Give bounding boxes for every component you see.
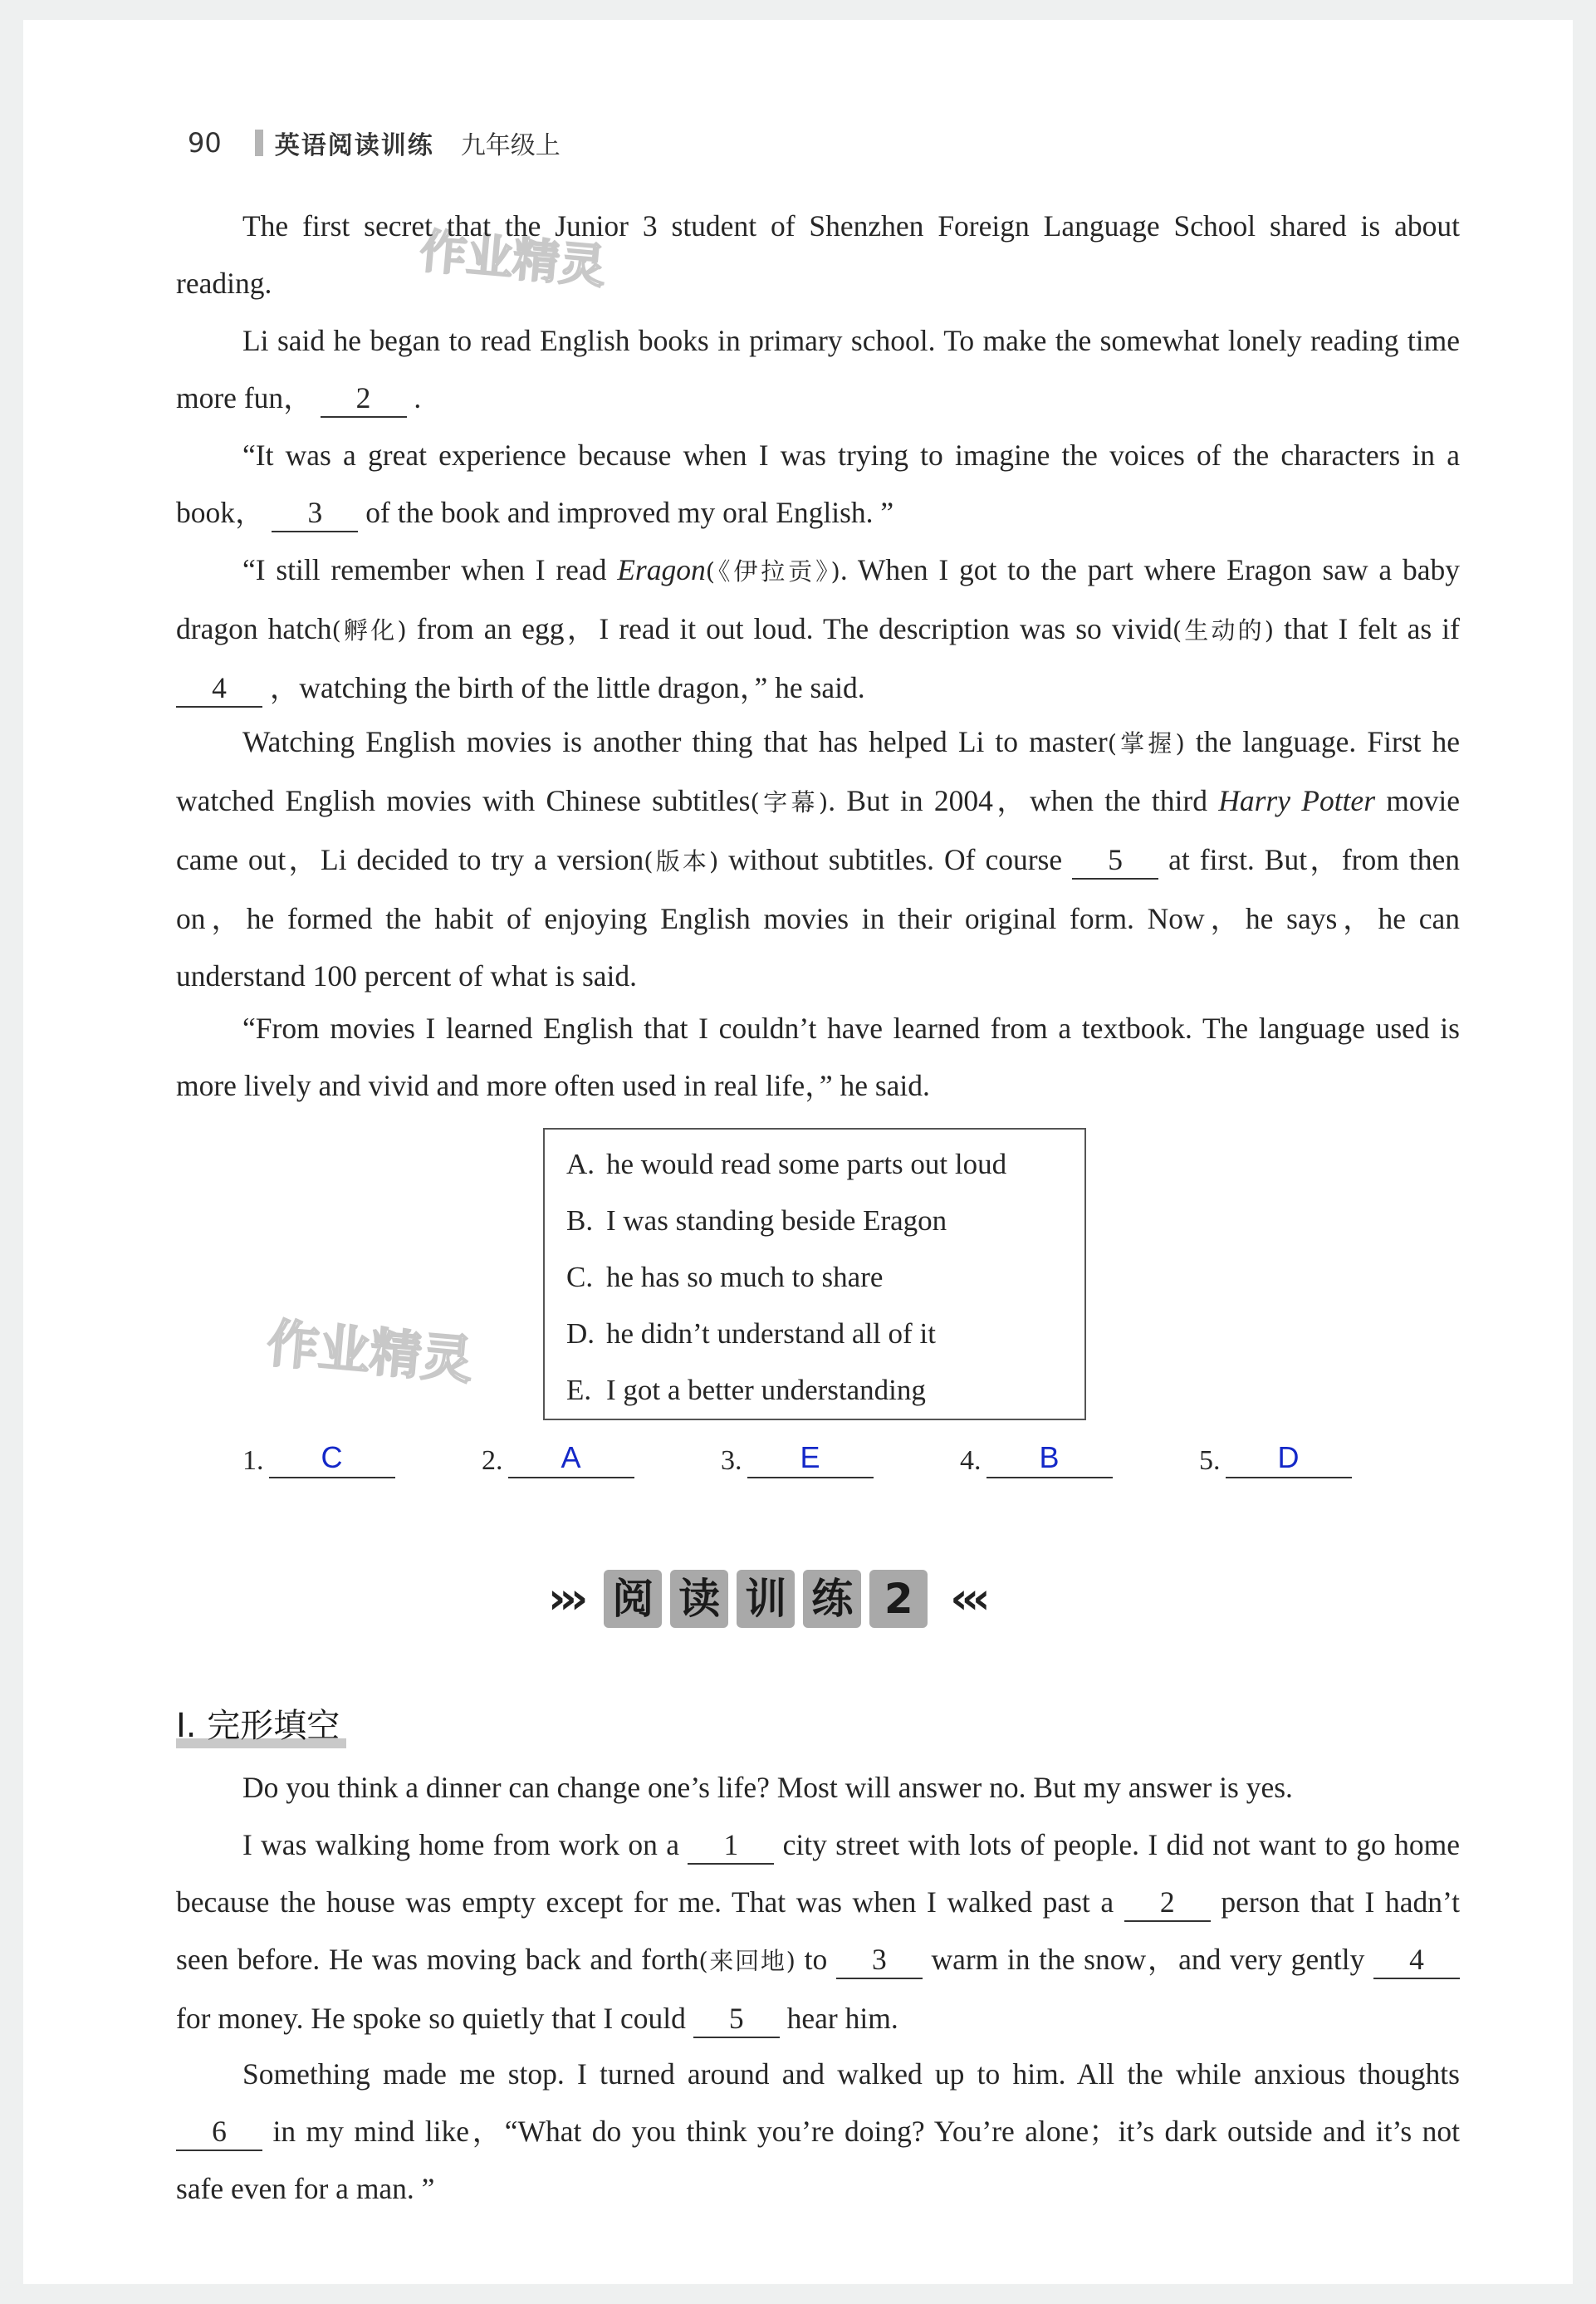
- option-letter: D.: [566, 1317, 595, 1350]
- option-text: I was standing beside Eragon: [606, 1204, 947, 1237]
- answer-number: 5.: [1199, 1445, 1221, 1476]
- answer-number: 3.: [721, 1445, 742, 1476]
- answer-field[interactable]: A: [508, 1439, 634, 1478]
- blank-5[interactable]: 5: [693, 2000, 780, 2038]
- passage1-paragraph-1: The first secret that the Junior 3 student of Shenzhen Foreign Language School shared is about reading.: [176, 209, 1460, 300]
- text-run: Watching English movies is another thing that has helped Li to master: [242, 725, 1108, 758]
- text-run: for money. He spoke so quietly that I could: [176, 2002, 686, 2035]
- answer-row: [242, 1437, 1438, 1477]
- blank-4[interactable]: 4: [1373, 1941, 1460, 1979]
- text-run: at first. But，from then on，he formed the habit of enjoying English movies in their original form. Now，he says，he can understand 100 percent of what is said.: [176, 843, 1460, 993]
- text-run: city street with lots of people. I did not want to go home because the house was empty except for me. That was when I walked past a: [176, 1828, 1461, 1919]
- header-divider: [255, 130, 263, 156]
- options-box: [543, 1128, 1086, 1420]
- watermark-top: 作业精灵: [418, 224, 609, 295]
- answer-field[interactable]: E: [747, 1439, 874, 1478]
- text-run: Something made me stop. I turned around and walked up to him. All the while anxious thoughts: [242, 2057, 1460, 2091]
- chevrons-left-icon: ‹‹‹: [950, 1574, 984, 1624]
- banner-number: 2: [869, 1570, 928, 1628]
- text-run: movie came out，Li decided to try a version: [176, 784, 1461, 876]
- text-run: in my mind like，“What do you think you’re doing? You’re alone；it’s dark outside and it’s not safe even for a man. ”: [176, 2115, 1460, 2205]
- movie-title-harry-potter: Harry Potter: [1218, 784, 1376, 817]
- text-run: hear him.: [786, 2002, 898, 2035]
- blank-2[interactable]: 2: [1124, 1884, 1211, 1922]
- part-heading: I. 完形填空: [176, 1699, 346, 1748]
- grade-label: 九年级上: [460, 131, 561, 160]
- blank-6[interactable]: 6: [176, 2113, 262, 2151]
- text-run: . When I got to the part where Eragon saw a baby dragon hatch: [176, 553, 1460, 645]
- text-run: ，watching the birth of the little dragon，” he said.: [269, 671, 865, 704]
- chevrons-right-icon: ›››: [548, 1574, 582, 1624]
- text-run: without subtitles. Of course: [718, 843, 1063, 876]
- text-run: .: [414, 381, 422, 414]
- text-run: . But in 2004，when the third: [828, 784, 1219, 817]
- passage2-paragraph-3: [176, 2046, 1460, 2218]
- chinese-gloss: (字幕): [750, 788, 829, 816]
- option-letter: A.: [566, 1148, 595, 1180]
- option-c: [566, 1249, 1084, 1306]
- blank-4[interactable]: 4: [176, 669, 262, 708]
- text-run: “I still remember when I read: [242, 553, 618, 586]
- text-run: “It was a great experience because when I was trying to imagine the voices of the characters in a book，: [176, 439, 1460, 529]
- text-run: person that I hadn’t seen before. He was moving back and forth: [176, 1885, 1461, 1976]
- passage1-paragraph-4: [176, 542, 1460, 717]
- option-text: he would read some parts out loud: [606, 1148, 1007, 1180]
- answer-field[interactable]: C: [269, 1439, 395, 1478]
- text-run: from an egg，I read it out loud. The description was so vivid: [406, 612, 1173, 645]
- answer-number: 1.: [242, 1445, 264, 1476]
- text-run: the language. First he watched English movies with Chinese subtitles: [176, 725, 1460, 817]
- answer-field[interactable]: D: [1226, 1439, 1352, 1478]
- answer-field[interactable]: B: [986, 1439, 1113, 1478]
- text-run: to: [795, 1943, 828, 1976]
- answer-item: [242, 1437, 482, 1477]
- passage1-paragraph-5: [176, 713, 1460, 1005]
- option-text: he has so much to share: [606, 1261, 884, 1293]
- option-a: [566, 1136, 1084, 1193]
- banner-char: 练: [803, 1570, 861, 1628]
- passage1-paragraph-6: “From movies I learned English that I couldn’t have learned from a textbook. The language used is more lively and vivid and more often used in real life，” he said.: [176, 1012, 1460, 1102]
- answer-number: 4.: [960, 1445, 982, 1476]
- option-letter: B.: [566, 1204, 594, 1237]
- answer-item: [1199, 1437, 1438, 1477]
- passage2-paragraph-2: [176, 1816, 1460, 2047]
- chinese-gloss: (生动的): [1172, 616, 1275, 645]
- chinese-gloss: (《伊拉贡》): [705, 557, 840, 586]
- text-run: I was walking home from work on a: [242, 1828, 679, 1861]
- page-number: 90: [188, 127, 222, 159]
- option-text: he didn’t understand all of it: [606, 1317, 936, 1350]
- answer-item: [721, 1437, 960, 1477]
- answer-item: [960, 1437, 1199, 1477]
- section-banner: [548, 1570, 984, 1628]
- chinese-gloss: (掌握): [1107, 729, 1185, 757]
- banner-char: 训: [737, 1570, 795, 1628]
- blank-3[interactable]: 3: [272, 494, 358, 532]
- blank-2[interactable]: 2: [321, 380, 407, 418]
- watermark-middle: 作业精灵: [264, 1312, 476, 1391]
- banner-char: 阅: [604, 1570, 662, 1628]
- text-run: Li said he began to read English books in primary school. To make the somewhat lonely reading time more fun，: [176, 324, 1460, 414]
- option-letter: E.: [566, 1374, 592, 1406]
- text-run: warm in the snow，and very gently: [931, 1943, 1365, 1976]
- option-b: [566, 1193, 1084, 1249]
- chinese-gloss: (孵化): [331, 616, 407, 645]
- passage2-paragraph-1: Do you think a dinner can change one’s life? Most will answer no. But my answer is yes.: [242, 1771, 1293, 1804]
- blank-1[interactable]: 1: [688, 1826, 774, 1865]
- book-title-eragon: Eragon: [617, 553, 706, 586]
- passage1-paragraph-2: [176, 312, 1460, 427]
- blank-5[interactable]: 5: [1072, 841, 1158, 880]
- answer-number: 2.: [482, 1445, 503, 1476]
- banner-char: 读: [670, 1570, 728, 1628]
- passage1-paragraph-3: [176, 427, 1460, 542]
- chinese-gloss: (版本): [644, 847, 719, 875]
- chinese-gloss: (来回地): [698, 1947, 796, 1975]
- option-d: [566, 1306, 1084, 1362]
- answer-item: [482, 1437, 721, 1477]
- option-e: [566, 1362, 1084, 1419]
- text-run: of the book and improved my oral English. ”: [365, 496, 894, 529]
- option-text: I got a better understanding: [606, 1374, 926, 1406]
- text-run: that I felt as if: [1274, 612, 1460, 645]
- blank-3[interactable]: 3: [836, 1941, 923, 1979]
- book-title: 英语阅读训练: [274, 131, 434, 160]
- option-letter: C.: [566, 1261, 594, 1293]
- page-header: [188, 125, 561, 161]
